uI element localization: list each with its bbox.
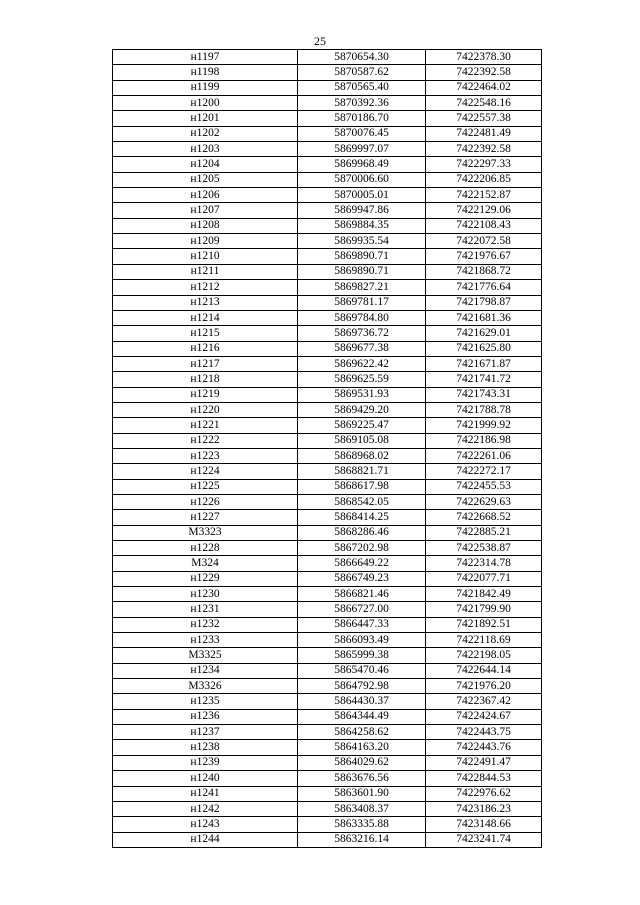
y-coordinate-cell: 7421788.78 (426, 402, 542, 417)
table-row (113, 111, 542, 126)
x-coordinate-cell: 5866447.33 (298, 617, 426, 632)
x-coordinate-cell: 5869935.54 (298, 234, 426, 249)
point-id-cell: н1211 (113, 264, 298, 279)
point-id-cell: н1200 (113, 96, 298, 111)
table-row (113, 832, 542, 847)
x-coordinate-cell: 5869781.17 (298, 295, 426, 310)
y-coordinate-cell: 7423241.74 (426, 832, 542, 847)
point-id-cell: н1204 (113, 157, 298, 172)
x-coordinate-cell: 5869677.38 (298, 341, 426, 356)
table-row (113, 479, 542, 494)
table-row (113, 172, 542, 187)
table-row (113, 142, 542, 157)
y-coordinate-cell: 7422392.58 (426, 65, 542, 80)
y-coordinate-cell: 7422491.47 (426, 755, 542, 770)
y-coordinate-cell: 7421799.90 (426, 602, 542, 617)
y-coordinate-cell: 7422644.14 (426, 663, 542, 678)
x-coordinate-cell: 5869827.21 (298, 280, 426, 295)
table-row (113, 525, 542, 540)
point-id-cell: н1225 (113, 479, 298, 494)
point-id-cell: н1209 (113, 234, 298, 249)
table-row (113, 694, 542, 709)
point-id-cell: н1223 (113, 448, 298, 463)
x-coordinate-cell: 5869736.72 (298, 326, 426, 341)
y-coordinate-cell: 7422152.87 (426, 188, 542, 203)
table-row (113, 433, 542, 448)
point-id-cell: н1236 (113, 709, 298, 724)
point-id-cell: н1202 (113, 126, 298, 141)
point-id-cell: н1228 (113, 541, 298, 556)
x-coordinate-cell: 5866749.23 (298, 571, 426, 586)
point-id-cell: М3323 (113, 525, 298, 540)
x-coordinate-cell: 5870587.62 (298, 65, 426, 80)
table-row (113, 234, 542, 249)
table-row (113, 249, 542, 264)
table-row (113, 633, 542, 648)
x-coordinate-cell: 5870006.60 (298, 172, 426, 187)
table-row (113, 203, 542, 218)
x-coordinate-cell: 5865999.38 (298, 648, 426, 663)
y-coordinate-cell: 7422455.53 (426, 479, 542, 494)
point-id-cell: н1227 (113, 510, 298, 525)
x-coordinate-cell: 5863335.88 (298, 817, 426, 832)
x-coordinate-cell: 5869890.71 (298, 264, 426, 279)
table-row (113, 341, 542, 356)
point-id-cell: н1220 (113, 402, 298, 417)
y-coordinate-cell: 7422367.42 (426, 694, 542, 709)
y-coordinate-cell: 7422557.38 (426, 111, 542, 126)
x-coordinate-cell: 5869429.20 (298, 402, 426, 417)
table-row (113, 709, 542, 724)
y-coordinate-cell: 7422481.49 (426, 126, 542, 141)
table-row (113, 218, 542, 233)
point-id-cell: н1231 (113, 602, 298, 617)
page-number: 25 (314, 34, 326, 48)
table-row (113, 280, 542, 295)
point-id-cell: н1244 (113, 832, 298, 847)
y-coordinate-cell: 7422668.52 (426, 510, 542, 525)
table-row (113, 556, 542, 571)
y-coordinate-cell: 7421892.51 (426, 617, 542, 632)
table-row (113, 571, 542, 586)
y-coordinate-cell: 7421671.87 (426, 356, 542, 371)
point-id-cell: н1224 (113, 464, 298, 479)
point-id-cell: н1242 (113, 801, 298, 816)
y-coordinate-cell: 7422297.33 (426, 157, 542, 172)
y-coordinate-cell: 7421999.92 (426, 418, 542, 433)
x-coordinate-cell: 5870654.30 (298, 50, 426, 65)
point-id-cell: н1210 (113, 249, 298, 264)
x-coordinate-cell: 5867202.98 (298, 541, 426, 556)
x-coordinate-cell: 5869784.80 (298, 310, 426, 325)
table-row (113, 771, 542, 786)
y-coordinate-cell: 7422072.58 (426, 234, 542, 249)
y-coordinate-cell: 7422548.16 (426, 96, 542, 111)
point-id-cell: н1206 (113, 188, 298, 203)
table-row (113, 387, 542, 402)
point-id-cell: н1230 (113, 587, 298, 602)
table-row (113, 418, 542, 433)
table-row (113, 96, 542, 111)
x-coordinate-cell: 5866727.00 (298, 602, 426, 617)
point-id-cell: н1215 (113, 326, 298, 341)
table-row (113, 157, 542, 172)
x-coordinate-cell: 5863216.14 (298, 832, 426, 847)
y-coordinate-cell: 7422186.98 (426, 433, 542, 448)
y-coordinate-cell: 7423186.23 (426, 801, 542, 816)
table-row (113, 755, 542, 770)
x-coordinate-cell: 5869884.35 (298, 218, 426, 233)
table-row (113, 602, 542, 617)
y-coordinate-cell: 7422976.62 (426, 786, 542, 801)
y-coordinate-cell: 7422378.30 (426, 50, 542, 65)
y-coordinate-cell: 7422885.21 (426, 525, 542, 540)
x-coordinate-cell: 5864430.37 (298, 694, 426, 709)
y-coordinate-cell: 7422261.06 (426, 448, 542, 463)
x-coordinate-cell: 5863676.56 (298, 771, 426, 786)
point-id-cell: н1240 (113, 771, 298, 786)
point-id-cell: М324 (113, 556, 298, 571)
x-coordinate-cell: 5869622.42 (298, 356, 426, 371)
y-coordinate-cell: 7422206.85 (426, 172, 542, 187)
y-coordinate-cell: 7421976.67 (426, 249, 542, 264)
x-coordinate-cell: 5868542.05 (298, 494, 426, 509)
y-coordinate-cell: 7421681.36 (426, 310, 542, 325)
point-id-cell: н1198 (113, 65, 298, 80)
table-row (113, 494, 542, 509)
point-id-cell: н1234 (113, 663, 298, 678)
y-coordinate-cell: 7421976.20 (426, 679, 542, 694)
point-id-cell: н1237 (113, 725, 298, 740)
point-id-cell: М3326 (113, 679, 298, 694)
table-row (113, 740, 542, 755)
point-id-cell: н1201 (113, 111, 298, 126)
point-id-cell: н1222 (113, 433, 298, 448)
table-row (113, 786, 542, 801)
x-coordinate-cell: 5869625.59 (298, 372, 426, 387)
x-coordinate-cell: 5869997.07 (298, 142, 426, 157)
y-coordinate-cell: 7422118.69 (426, 633, 542, 648)
point-id-cell: н1235 (113, 694, 298, 709)
x-coordinate-cell: 5864163.20 (298, 740, 426, 755)
table-row (113, 801, 542, 816)
table-row (113, 326, 542, 341)
point-id-cell: н1226 (113, 494, 298, 509)
point-id-cell: М3325 (113, 648, 298, 663)
y-coordinate-cell: 7422392.58 (426, 142, 542, 157)
point-id-cell: н1214 (113, 310, 298, 325)
x-coordinate-cell: 5870005.01 (298, 188, 426, 203)
y-coordinate-cell: 7422198.05 (426, 648, 542, 663)
coordinates-table (112, 49, 542, 848)
table-row (113, 264, 542, 279)
table-row (113, 65, 542, 80)
table-row (113, 679, 542, 694)
table-row (113, 587, 542, 602)
point-id-cell: н1217 (113, 356, 298, 371)
x-coordinate-cell: 5863408.37 (298, 801, 426, 816)
table-row (113, 50, 542, 65)
x-coordinate-cell: 5868286.46 (298, 525, 426, 540)
point-id-cell: н1233 (113, 633, 298, 648)
coordinates-table-body (113, 50, 542, 848)
x-coordinate-cell: 5864029.62 (298, 755, 426, 770)
point-id-cell: н1219 (113, 387, 298, 402)
x-coordinate-cell: 5866093.49 (298, 633, 426, 648)
y-coordinate-cell: 7422464.02 (426, 80, 542, 95)
table-row (113, 310, 542, 325)
x-coordinate-cell: 5870186.70 (298, 111, 426, 126)
point-id-cell: н1212 (113, 280, 298, 295)
y-coordinate-cell: 7421741.72 (426, 372, 542, 387)
table-row (113, 648, 542, 663)
x-coordinate-cell: 5870392.36 (298, 96, 426, 111)
table-row (113, 126, 542, 141)
table-row (113, 725, 542, 740)
table-row (113, 372, 542, 387)
table-row (113, 510, 542, 525)
y-coordinate-cell: 7421776.64 (426, 280, 542, 295)
x-coordinate-cell: 5869947.86 (298, 203, 426, 218)
y-coordinate-cell: 7423148.66 (426, 817, 542, 832)
y-coordinate-cell: 7422077.71 (426, 571, 542, 586)
x-coordinate-cell: 5869105.08 (298, 433, 426, 448)
point-id-cell: н1197 (113, 50, 298, 65)
y-coordinate-cell: 7422844.53 (426, 771, 542, 786)
y-coordinate-cell: 7421743.31 (426, 387, 542, 402)
point-id-cell: н1208 (113, 218, 298, 233)
y-coordinate-cell: 7421798.87 (426, 295, 542, 310)
x-coordinate-cell: 5865470.46 (298, 663, 426, 678)
x-coordinate-cell: 5870076.45 (298, 126, 426, 141)
x-coordinate-cell: 5864344.49 (298, 709, 426, 724)
point-id-cell: н1205 (113, 172, 298, 187)
point-id-cell: н1207 (113, 203, 298, 218)
table-row (113, 295, 542, 310)
point-id-cell: н1241 (113, 786, 298, 801)
x-coordinate-cell: 5864792.98 (298, 679, 426, 694)
point-id-cell: н1213 (113, 295, 298, 310)
x-coordinate-cell: 5868414.25 (298, 510, 426, 525)
y-coordinate-cell: 7422629.63 (426, 494, 542, 509)
y-coordinate-cell: 7422443.75 (426, 725, 542, 740)
y-coordinate-cell: 7421868.72 (426, 264, 542, 279)
y-coordinate-cell: 7422272.17 (426, 464, 542, 479)
point-id-cell: н1243 (113, 817, 298, 832)
x-coordinate-cell: 5868821.71 (298, 464, 426, 479)
y-coordinate-cell: 7422314.78 (426, 556, 542, 571)
y-coordinate-cell: 7422424.67 (426, 709, 542, 724)
y-coordinate-cell: 7421629.01 (426, 326, 542, 341)
point-id-cell: н1229 (113, 571, 298, 586)
y-coordinate-cell: 7421842.49 (426, 587, 542, 602)
table-row (113, 817, 542, 832)
table-row (113, 448, 542, 463)
x-coordinate-cell: 5866649.22 (298, 556, 426, 571)
y-coordinate-cell: 7421625.80 (426, 341, 542, 356)
y-coordinate-cell: 7422108.43 (426, 218, 542, 233)
point-id-cell: н1203 (113, 142, 298, 157)
table-row (113, 663, 542, 678)
table-row (113, 541, 542, 556)
table-row (113, 188, 542, 203)
point-id-cell: н1199 (113, 80, 298, 95)
y-coordinate-cell: 7422538.87 (426, 541, 542, 556)
point-id-cell: н1221 (113, 418, 298, 433)
x-coordinate-cell: 5869968.49 (298, 157, 426, 172)
x-coordinate-cell: 5869890.71 (298, 249, 426, 264)
y-coordinate-cell: 7422443.76 (426, 740, 542, 755)
table-row (113, 80, 542, 95)
point-id-cell: н1216 (113, 341, 298, 356)
x-coordinate-cell: 5866821.46 (298, 587, 426, 602)
point-id-cell: н1232 (113, 617, 298, 632)
y-coordinate-cell: 7422129.06 (426, 203, 542, 218)
table-row (113, 617, 542, 632)
x-coordinate-cell: 5864258.62 (298, 725, 426, 740)
point-id-cell: н1218 (113, 372, 298, 387)
x-coordinate-cell: 5863601.90 (298, 786, 426, 801)
table-row (113, 464, 542, 479)
point-id-cell: н1239 (113, 755, 298, 770)
x-coordinate-cell: 5869531.93 (298, 387, 426, 402)
point-id-cell: н1238 (113, 740, 298, 755)
table-row (113, 402, 542, 417)
x-coordinate-cell: 5868968.02 (298, 448, 426, 463)
x-coordinate-cell: 5870565.40 (298, 80, 426, 95)
table-row (113, 356, 542, 371)
x-coordinate-cell: 5868617.98 (298, 479, 426, 494)
x-coordinate-cell: 5869225.47 (298, 418, 426, 433)
